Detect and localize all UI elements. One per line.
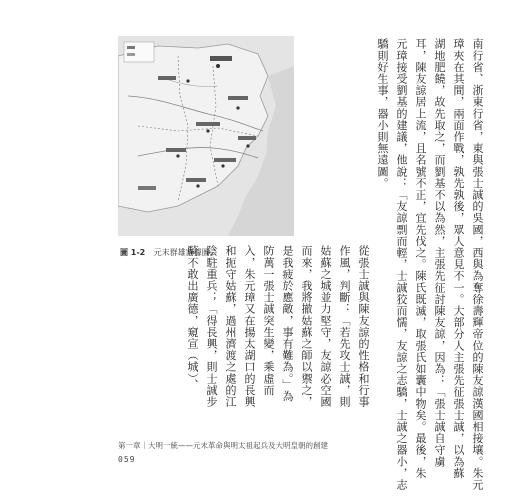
text-column-2: 璋夾在其間，兩面作戰，孰先孰後，眾人意見不一。大部分人主張先征張士誠，以為蘇 [452, 38, 465, 479]
text-column-10: 而來，我將撤姑蘇之師以禦之， [300, 245, 313, 408]
text-column-9: 姑蘇之城並力堅守，友諒必空國 [319, 245, 332, 408]
figure-number: 圖 1-2 [120, 248, 146, 257]
map-figure [118, 36, 294, 236]
running-head: 第一章｜大明一統——元末革命與明太祖起兵及大明皇朝的創建 [118, 441, 328, 450]
yuan-dynasty-map [118, 36, 294, 236]
text-column-6: 驕則好生事，器小則無遠圖。 [376, 38, 389, 189]
text-column-16: 騎不敢出廣德，窺宣（城）、 [186, 245, 199, 391]
text-column-7: 從張士誠與陳友諒的性格和行事 [357, 245, 370, 408]
text-column-1: 南行省、浙東行省，東與張士誠的吳國，西與為奪徐壽輝帝位的陳友諒漢國相接壤。朱元 [471, 38, 484, 491]
text-column-14: 和扼守姑蘇，過州濟渡之處的江 [224, 245, 237, 408]
text-column-11: 是我疲於應敵，事有難為。」為 [281, 245, 294, 402]
text-column-13: 入，朱元璋又在揚太湖口的長興 [243, 245, 256, 408]
text-column-15: 陰駐重兵；「得長興，則士誠步 [205, 245, 218, 408]
text-column-3: 湖地肥饒，故先取之，而劉基不以為然，主張先征討陳友諒，因為：「張士誠自守虜 [433, 38, 446, 468]
text-column-8: 作風，判斷：「若先攻士誠，則 [338, 245, 351, 408]
text-column-5: 元璋接受劉基的建議，他說：「友諒剽而輕，士誠狡而懦，友諒之志驕，士誠之器小，志 [395, 38, 408, 491]
figure-caption-text: 元末群雄割據圖。 [153, 248, 218, 257]
page-number: 059 [118, 455, 136, 464]
text-column-12: 防萬一張士誠突生變，乘虛而 [262, 245, 275, 396]
text-column-4: 耳，陳友諒居上流，且名號不正，宜先伐之。陳氏既滅，取張氏如囊中物矣。最後，朱 [414, 38, 427, 479]
